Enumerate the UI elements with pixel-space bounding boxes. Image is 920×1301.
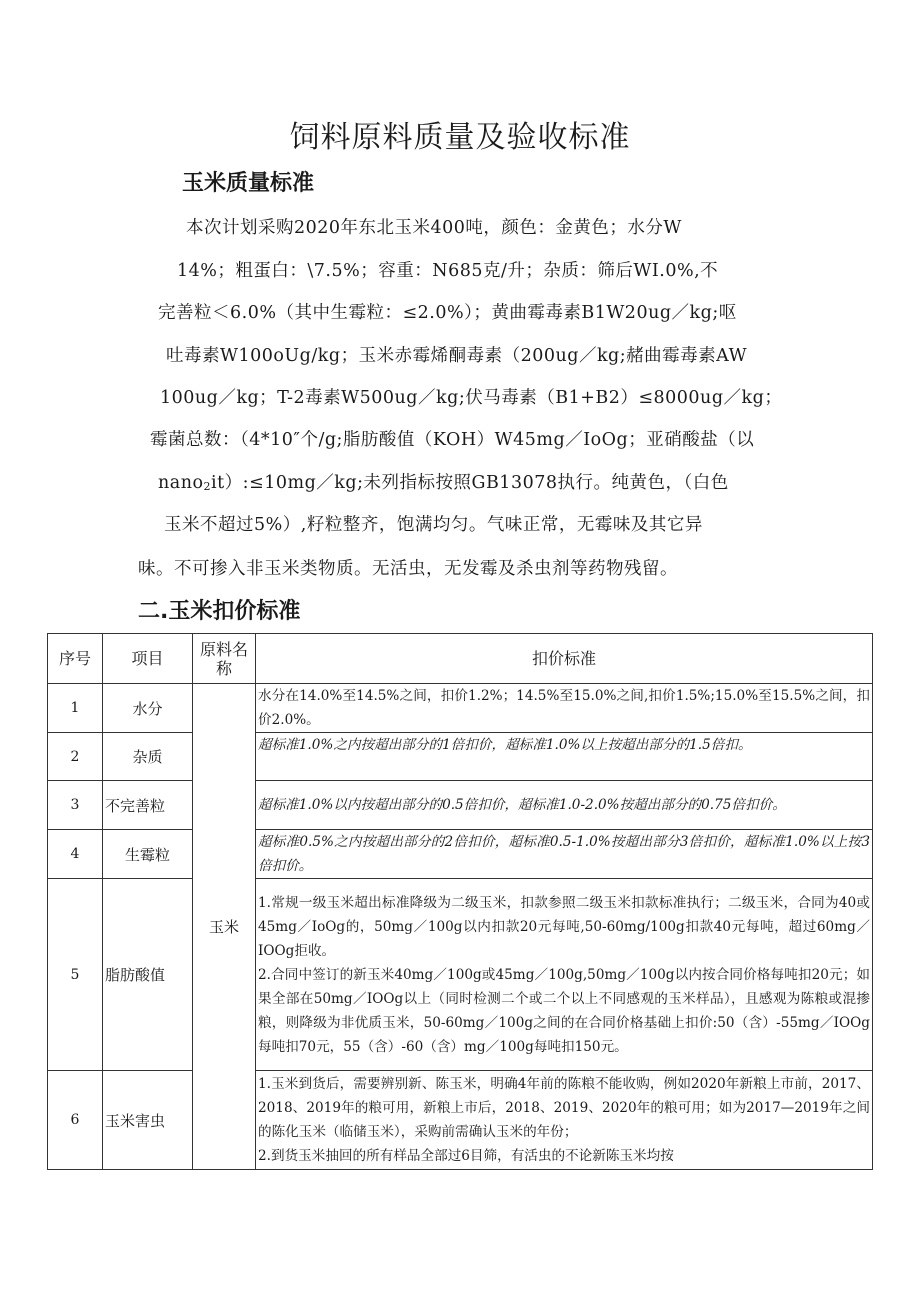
material-name-cell: 玉米 (193, 684, 256, 1170)
header-standard: 扣价标准 (256, 634, 873, 684)
row-standard: 超标准1.0%以内按超出部分的0.5倍扣价，超标准1.0-2.0%按超出部分的0.75倍扣价。 (256, 781, 873, 830)
row-no: 3 (48, 781, 103, 830)
table-header-row (48, 634, 873, 684)
row-no: 6 (48, 1071, 103, 1170)
page-title: 饲料原料质量及验收标准 (289, 120, 631, 155)
subscript-two: 2 (203, 480, 212, 493)
standard-paragraph: 2.合同中签订的新玉米40mg／100g或45mg／100g,50mg／100g以内按合同价格每吨扣20元；如果全部在50mg／IOOg以上（同时检测二个或二个以上不同感观的玉米样品），且感观为陈粮或混掺粮，则降级为非优质玉米，50-60mg／100g之间的在合同价格基础上扣价:50（含）-55mg／IOOg每吨扣70元，55（含）-60（含）mg／100g每吨扣150元。 (258, 966, 870, 1055)
row-standard: 超标准0.5%之内按超出部分的2倍扣价，超标准0.5-1.0%按超出部分3倍扣价，超标准1.0%以上按3倍扣价。 (256, 830, 873, 879)
row-item: 不完善粒 (103, 781, 193, 830)
table-row (48, 1071, 873, 1170)
section-heading-price-deduction: 二.玉米扣价标准 (138, 599, 301, 624)
standard-paragraph: 2.到货玉米抽回的所有样品全部过6目筛，有活虫的不论新陈玉米均按 (258, 1148, 674, 1164)
body-line (158, 469, 729, 494)
row-standard (256, 1071, 873, 1170)
body-line: 吐毒素W100oUg/kg；玉米赤霉烯酮毒素（200ug／kg;赭曲霉毒素AW (166, 346, 748, 366)
body-line: 玉米不超过5%）,籽粒整齐，饱满均匀。气味正常，无霉味及其它异 (164, 515, 703, 535)
deduction-table (47, 633, 873, 1170)
standard-paragraph: 1.玉米到货后，需要辨别新、陈玉米，明确4年前的陈粮不能收购，例如2020年新粮上市前，2017、2018、2019年的粮可用，新粮上市后，2018、2019、2020年的粮可用；如为2017—2019年之间的陈化玉米（临储玉米），采购前需确认玉米的年份； (258, 1076, 870, 1140)
table-row (48, 830, 873, 879)
body-line: 100ug／kg；T-2毒素W500ug／kg;伏马毒素（B1+B2）≤8000ug／kg； (160, 388, 783, 408)
body-line: 14%；粗蛋白：\7.5%；容重：N685克/升；杂质：筛后WI.0%,不 (177, 261, 719, 281)
row-no: 1 (48, 684, 103, 733)
row-no: 4 (48, 830, 103, 879)
nano-text: nano (158, 473, 204, 493)
row-item: 水分 (103, 684, 193, 733)
table-row (48, 879, 873, 1071)
header-item: 项目 (103, 634, 193, 684)
table-row (48, 684, 873, 733)
standard-paragraph: 1.常规一级玉米超出标准降级为二级玉米，扣款参照二级玉米扣款标准执行；二级玉米，合同为40或45mg／IoOg的，50mg／100g以内扣款20元每吨,50-60mg/100g扣款40元每吨，超过60mg／IOOg拒收。 (258, 894, 870, 959)
header-material: 原料名称 (193, 634, 256, 684)
body-line-rest: it）:≤10mg／kg;未列指标按照GB13078执行。纯黄色，（白色 (211, 473, 729, 493)
section-heading-corn-quality: 玉米质量标准 (182, 171, 315, 196)
row-no: 2 (48, 733, 103, 781)
table-row (48, 733, 873, 781)
body-line: 本次计划采购2020年东北玉米400吨，颜色：金黄色；水分W (186, 218, 682, 238)
row-standard: 水分在14.0%至14.5%之间，扣价1.2%；14.5%至15.0%之间,扣价1.5%;15.0%至15.5%之间，扣价2.0%。 (256, 684, 873, 733)
body-line: 霉菌总数：（4*10″个/g;脂肪酸值（KOH）W45mg／IoOg；亚硝酸盐（以 (150, 430, 755, 450)
row-item: 脂肪酸值 (103, 879, 193, 1071)
row-item: 杂质 (103, 733, 193, 781)
row-no: 5 (48, 879, 103, 1071)
header-no: 序号 (48, 634, 103, 684)
table-row (48, 781, 873, 830)
row-standard: 超标准1.0%之内按超出部分的1倍扣价，超标准1.0%以上按超出部分的1.5倍扣。 (256, 733, 873, 781)
row-item: 玉米害虫 (103, 1071, 193, 1170)
row-standard (256, 879, 873, 1071)
body-line: 完善粒＜6.0%（其中生霉粒：≤2.0%）；黄曲霉毒素B1W20ug／kg;呕 (158, 303, 737, 323)
row-item: 生霉粒 (103, 830, 193, 879)
body-line: 味。不可掺入非玉米类物质。无活虫，无发霉及杀虫剂等药物残留。 (138, 559, 678, 579)
